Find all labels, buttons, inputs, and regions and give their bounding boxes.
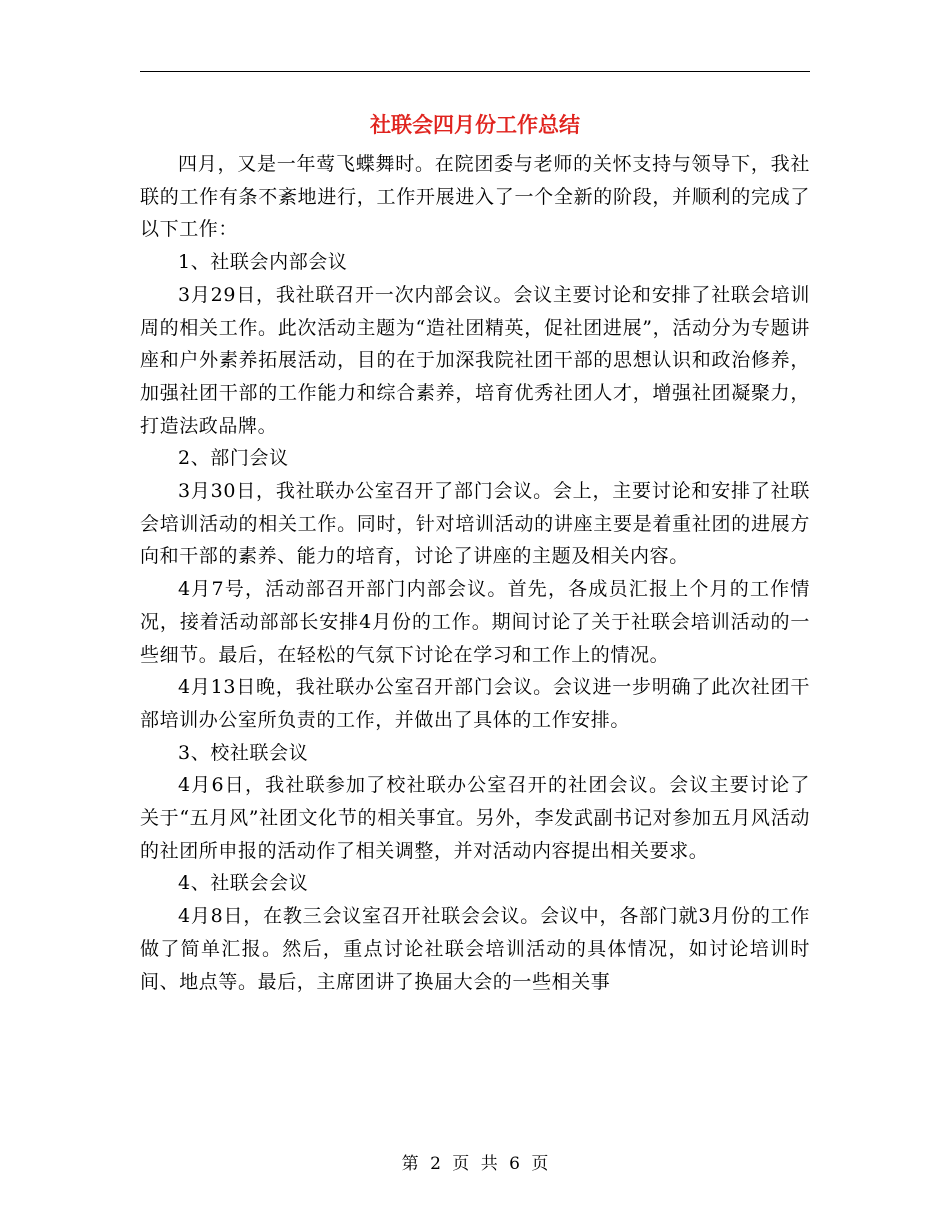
paragraph: 4月8日，在教三会议室召开社联会会议。会议中，各部门就3月份的工作做了简单汇报。然后，重点讨论社联会培训活动的具体情况，如讨论培训时间、地点等。最后，主席团讲了换届大会的一些相关事 (140, 905, 810, 993)
page-number-footer: 第 2 页 共 6 页 (401, 1154, 549, 1174)
section-heading: 4、社联会会议 (178, 872, 309, 895)
paragraph: 4月6日，我社联参加了校社联办公室召开的社团会议。会议主要讨论了关于“五月风”社团文化节的相关事宜。另外，李发武副书记对参加五月风活动的社团所申报的活动作了相关调整，并对活动内容提出相关要求。 (140, 774, 810, 862)
paragraph: 3月29日，我社联召开一次内部会议。会议主要讨论和安排了社联会培训周的相关工作。此次活动主题为“造社团精英，促社团进展”，活动分为专题讲座和户外素养拓展活动，目的在于加深我院社团干部的思想认识和政治修养，加强社团干部的工作能力和综合素养，培育优秀社团人才，增强社团凝聚力，打造法政品牌。 (140, 283, 810, 437)
paragraph: 四月，又是一年莺飞蝶舞时。在院团委与老师的关怀支持与领导下，我社联的工作有条不紊地进行，工作开展进入了一个全新的阶段，并顺利的完成了以下工作： (140, 153, 810, 241)
section-heading: 3、校社联会议 (178, 741, 309, 764)
document-body (140, 148, 810, 998)
paragraph: 4月7号，活动部召开部门内部会议。首先，各成员汇报上个月的工作情况，接着活动部部长安排4月份的工作。期间讨论了关于社联会培训活动的一些细节。最后，在轻松的气氛下讨论在学习和工作上的情况。 (140, 578, 810, 666)
section-heading: 2、部门会议 (178, 447, 289, 470)
paragraph: 3月30日，我社联办公室召开了部门会议。会上，主要讨论和安排了社联会培训活动的相关工作。同时，针对培训活动的讲座主要是着重社团的进展方向和干部的素养、能力的培育，讨论了讲座的主题及相关内容。 (140, 480, 810, 568)
paragraph: 4月13日晚，我社联办公室召开部门会议。会议进一步明确了此次社团干部培训办公室所负责的工作，并做出了具体的工作安排。 (140, 676, 810, 731)
document-title: 社联会四月份工作总结 (370, 112, 580, 137)
header-rule (140, 71, 810, 72)
section-heading: 1、社联会内部会议 (178, 251, 348, 274)
